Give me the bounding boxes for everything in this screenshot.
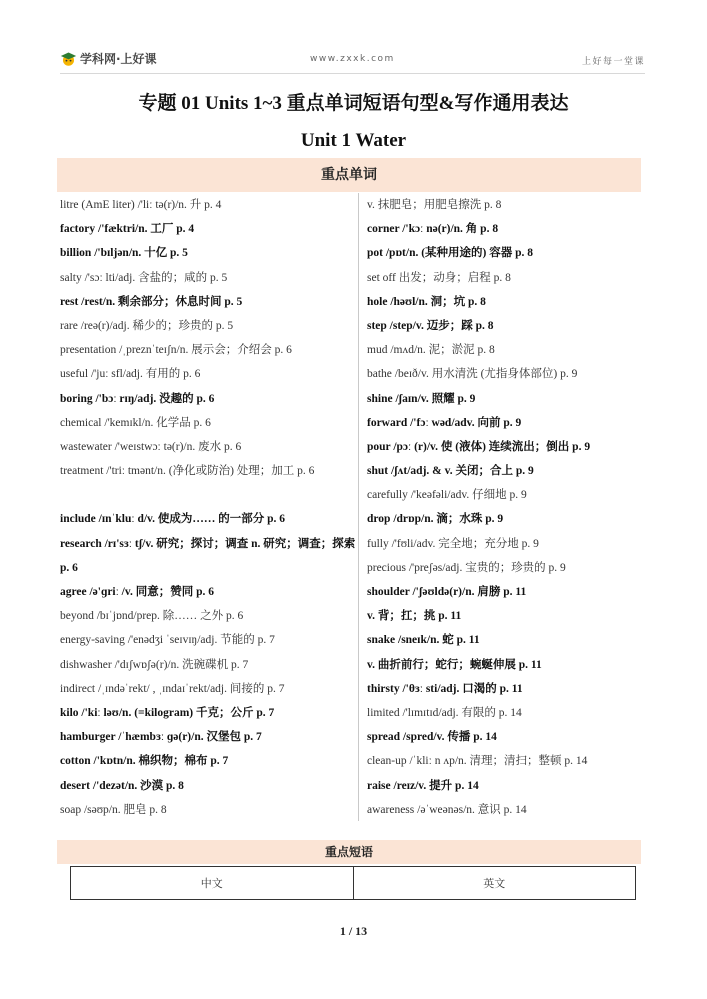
graduation-cap-icon: [60, 50, 77, 67]
vocab-entry: litre (AmE liter) /'liː tə(r)/n. 升 p. 4: [60, 199, 222, 211]
column-header-chinese: 中文: [71, 867, 354, 900]
site-url[interactable]: www.zxxk.com: [310, 54, 395, 64]
vocab-entry: shut /ʃʌt/adj. & v. 关闭；合上 p. 9: [367, 465, 534, 478]
vocab-entry: useful /'juː sfl/adj. 有用的 p. 6: [60, 368, 201, 381]
vocab-entry: v. 背；扛；挑 p. 11: [367, 610, 462, 623]
vocab-entry: energy-saving /'enədʒi ˈseɪvɪŋ/adj. 节能的 p. 7: [60, 634, 275, 647]
phrase-table: [70, 866, 636, 900]
vocab-entry: beyond /bɪˈjɒnd/prep. 除…… 之外 p. 6: [60, 610, 244, 623]
vocab-entry: set off 出发；动身；启程 p. 8: [367, 271, 511, 284]
vocab-entry: pour /pɔː (r)/v. 使 (液体) 连续流出；倒出 p. 9: [367, 440, 591, 453]
vocab-entry: spread /spred/v. 传播 p. 14: [367, 731, 497, 744]
vocab-entry: agree /ə'ɡriː /v. 同意；赞同 p. 6: [60, 586, 215, 599]
vocab-entry: research /rɪ'sɜː tʃ/v. 研究；探讨；调查 n. 研究；调查；探索 p. 6: [60, 537, 356, 574]
vocab-list-right: [367, 193, 641, 822]
vocab-entry: wastewater /'weɪstwɔː tə(r)/n. 废水 p. 6: [60, 440, 242, 453]
vocab-entry: factory /'fæktri/n. 工厂 p. 4: [60, 223, 195, 236]
vocab-entry: carefully /'keəfəli/adv. 仔细地 p. 9: [367, 489, 527, 502]
document-title: 专题 01 Units 1~3 重点单词短语句型&写作通用表达: [138, 93, 569, 114]
vocab-entry: rest /rest/n. 剩余部分；休息时间 p. 5: [60, 295, 243, 308]
vocab-entry: fully /'fʊli/adv. 完全地；充分地 p. 9: [367, 537, 539, 550]
vocab-entry: treatment /'triː tmənt/n. (净化或防治) 处理；加工 p. 6: [60, 465, 315, 478]
site-logo[interactable]: [60, 50, 157, 67]
vocab-entry: step /step/v. 迈步；踩 p. 8: [367, 319, 494, 332]
vocab-entry: hamburger /ˈhæmbɜː ɡə(r)/n. 汉堡包 p. 7: [60, 731, 262, 744]
vocab-entry: shine /ʃaɪn/v. 照耀 p. 9: [367, 392, 476, 405]
vocab-entry: pot /pɒt/n. (某种用途的) 容器 p. 8: [367, 247, 534, 260]
vocab-column-left: [60, 193, 356, 821]
vocab-entry: kilo /'kiː ləʊ/n. (=kilogram) 千克；公斤 p. 7: [60, 706, 275, 719]
page-number: 1 / 13: [339, 924, 368, 938]
vocab-entry: corner /'kɔː nə(r)/n. 角 p. 8: [367, 223, 499, 236]
vocab-entry: snake /sneɪk/n. 蛇 p. 11: [367, 634, 480, 647]
vocab-entry: boring /'bɔː rɪŋ/adj. 没趣的 p. 6: [60, 392, 215, 405]
vocab-entry: desert /'dezət/n. 沙漠 p. 8: [60, 779, 184, 792]
phrase-table-header-row: [71, 867, 636, 900]
vocab-entry: soap /səʊp/n. 肥皂 p. 8: [60, 803, 167, 816]
page-header: [60, 48, 645, 74]
vocab-entry: clean-up /ˈkliː n ʌp/n. 清理；清扫；整顿 p. 14: [367, 755, 588, 768]
column-header-english: 英文: [353, 867, 636, 900]
vocab-entry: bathe /beɪð/v. 用水清洗 (尤指身体部位) p. 9: [367, 368, 578, 381]
vocab-entry: cotton /'kɒtn/n. 棉织物；棉布 p. 7: [60, 755, 229, 768]
vocab-entry: v. 抹肥皂；用肥皂擦洗 p. 8: [367, 199, 502, 211]
vocab-entry: dishwasher /'dɪʃwɒʃə(r)/n. 洗碗碟机 p. 7: [60, 658, 249, 671]
vocab-entry: raise /reɪz/v. 提升 p. 14: [367, 779, 479, 792]
vocab-entry: awareness /əˈweənəs/n. 意识 p. 14: [367, 803, 527, 816]
unit-title: Unit 1 Water: [300, 130, 407, 151]
vocab-entry: v. 曲折前行；蛇行；蜿蜒伸展 p. 11: [367, 658, 542, 671]
vocab-entry: indirect /ˌɪndəˈrekt/ , ˌɪndaɪˈrekt/adj. 间接的 p. 7: [60, 682, 285, 695]
section-header-key-words: 重点单词: [57, 158, 641, 192]
vocab-entry: hole /həʊl/n. 洞；坑 p. 8: [367, 295, 486, 308]
vocab-entry: include /ɪnˈkluː d/v. 使成为…… 的一部分 p. 6: [60, 513, 286, 526]
vocab-entry: limited /'lɪmɪtɪd/adj. 有限的 p. 14: [367, 706, 522, 719]
vocab-entry: salty /'sɔː lti/adj. 含盐的；咸的 p. 5: [60, 271, 228, 284]
vocab-entry: thirsty /'θɜː sti/adj. 口渴的 p. 11: [367, 682, 523, 695]
vocab-column-right: [358, 193, 641, 821]
vocab-entry: chemical /'kemɪkl/n. 化学品 p. 6: [60, 416, 211, 429]
vocab-entry: drop /drɒp/n. 滴；水珠 p. 9: [367, 513, 504, 526]
vocab-list-left: [60, 193, 356, 822]
vocab-entry: shoulder /'ʃəʊldə(r)/n. 肩膀 p. 11: [367, 586, 527, 598]
logo-text: 学科网·上好课: [80, 52, 157, 66]
vocab-entry: precious /'preʃəs/adj. 宝贵的；珍贵的 p. 9: [367, 561, 566, 574]
section-header-key-phrases: 重点短语: [57, 840, 641, 864]
vocab-entry: mud /mʌd/n. 泥；淤泥 p. 8: [367, 344, 495, 357]
vocab-entry: billion /'bɪljən/n. 十亿 p. 5: [60, 247, 188, 260]
header-slogan: 上好每一堂课: [581, 57, 645, 67]
vocab-entry: presentation /ˌpreznˈteɪʃn/n. 展示会；介绍会 p. 6: [60, 344, 292, 357]
vocab-entry: forward /'fɔː wəd/adv. 向前 p. 9: [367, 416, 522, 429]
vocab-entry: rare /reə(r)/adj. 稀少的；珍贵的 p. 5: [60, 319, 234, 332]
